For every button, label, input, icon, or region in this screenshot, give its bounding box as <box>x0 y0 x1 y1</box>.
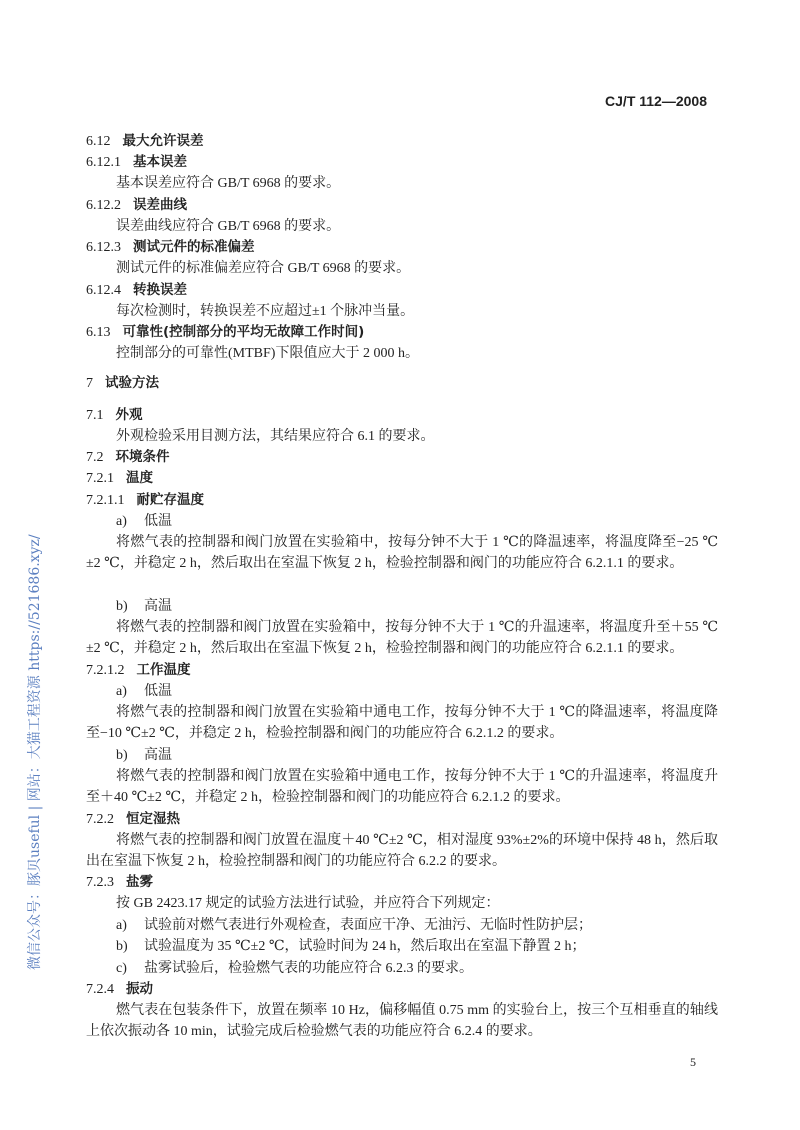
section-title: 试验方法 <box>105 375 159 391</box>
paragraph: 误差曲线应符合 GB/T 6968 的要求。 <box>116 219 341 234</box>
list-item <box>116 681 172 702</box>
paragraph: 将燃气表的控制器和阀门放置在实验箱中，按每分钟不大于 1 ℃的升温速率，将温度升至＋55 ℃±2 ℃，并稳定 2 h，然后取出在室温下恢复 2 h，检验控制器和阀门的功能应符合 6.2.1.1 的要求。 <box>86 620 718 657</box>
section-number: 7.2.3 <box>86 875 114 890</box>
section-number: 7.2.4 <box>86 982 114 997</box>
heading-6-12 <box>86 131 718 152</box>
section-title: 误差曲线 <box>133 197 187 213</box>
list-title: 低温 <box>144 514 172 529</box>
section-number: 7.1 <box>86 408 104 423</box>
heading-6-12-2 <box>86 195 718 216</box>
heading-6-12-3 <box>86 237 718 258</box>
paragraph: 外观检验采用目测方法，其结果应符合 6.1 的要求。 <box>116 429 435 444</box>
section-number: 6.13 <box>86 325 111 340</box>
section-title: 工作温度 <box>136 662 191 678</box>
list-item <box>116 511 172 532</box>
list-text: 盐雾试验后，检验燃气表的功能应符合 6.2.3 的要求。 <box>144 961 473 976</box>
list-title: 低温 <box>144 684 172 699</box>
list-marker: b) <box>116 599 128 614</box>
paragraph: 控制部分的可靠性(MTBF)下限值应大于 2 000 h。 <box>116 346 419 361</box>
watermark: 微信公众号：豚贝useful | 网站：大猫工程资源 https://521686.xyz/ <box>27 534 43 970</box>
list-marker: a) <box>116 918 127 933</box>
list-text: 试验前对燃气表进行外观检查，表面应干净、无油污、无临时性防护层； <box>144 918 592 933</box>
heading-7-2 <box>86 447 718 468</box>
heading-7-2-1-2 <box>86 660 718 681</box>
section-number: 6.12.2 <box>86 198 121 213</box>
section-number: 7.2.1.1 <box>86 493 125 508</box>
list-item <box>116 745 172 766</box>
section-title: 振动 <box>126 981 153 997</box>
paragraph: 将燃气表的控制器和阀门放置在实验箱中通电工作，按每分钟不大于 1 ℃的升温速率，将温度升至＋40 ℃±2 ℃，并稳定 2 h，检验控制器和阀门的功能应符合 6.2.1.2 的要求。 <box>86 769 718 806</box>
list-item <box>116 915 592 936</box>
paragraph: 每次检测时，转换误差不应超过±1 个脉冲当量。 <box>116 304 415 319</box>
section-title: 可靠性(控制部分的平均无故障工作时间) <box>122 324 365 340</box>
list-marker: b) <box>116 939 128 954</box>
heading-7-2-1 <box>86 468 718 489</box>
heading-7-2-4 <box>86 979 718 1000</box>
section-number: 7.2.1 <box>86 471 114 486</box>
section-number: 7.2.2 <box>86 812 114 827</box>
list-marker: b) <box>116 748 128 763</box>
section-number: 7.2.1.2 <box>86 663 125 678</box>
standard-number: CJ/T 112—2008 <box>605 93 707 109</box>
section-title: 转换误差 <box>133 282 187 298</box>
section-title: 测试元件的标准偏差 <box>133 239 255 255</box>
heading-6-13 <box>86 322 718 343</box>
list-item <box>116 936 586 957</box>
section-title: 温度 <box>126 470 153 486</box>
section-number: 6.12.1 <box>86 155 121 170</box>
heading-6-12-1 <box>86 152 718 173</box>
heading-7-2-1-1 <box>86 490 718 511</box>
section-title: 耐贮存温度 <box>136 492 204 508</box>
section-title: 恒定湿热 <box>126 811 180 827</box>
paragraph: 将燃气表的控制器和阀门放置在实验箱中，按每分钟不大于 1 ℃的降温速率，将温度降至−25 ℃±2 ℃，并稳定 2 h，然后取出在室温下恢复 2 h，检验控制器和阀门的功能应符合 6.2.1.1 的要求。 <box>86 535 718 572</box>
section-title: 基本误差 <box>133 154 187 170</box>
section-number: 6.12 <box>86 134 111 149</box>
list-marker: a) <box>116 514 127 529</box>
section-number: 6.12.4 <box>86 283 121 298</box>
heading-7-2-2 <box>86 809 718 830</box>
list-marker: c) <box>116 961 127 976</box>
paragraph: 燃气表在包装条件下，放置在频率 10 Hz，偏移幅值 0.75 mm 的实验台上，按三个互相垂直的轴线上依次振动各 10 min，试验完成后检验燃气表的功能应符合 6.2.4 的要求。 <box>86 1003 718 1040</box>
list-text: 试验温度为 35 ℃±2 ℃，试验时间为 24 h，然后取出在室温下静置 2 h； <box>144 939 586 954</box>
paragraph: 测试元件的标准偏差应符合 GB/T 6968 的要求。 <box>116 261 411 276</box>
paragraph: 基本误差应符合 GB/T 6968 的要求。 <box>116 176 341 191</box>
section-title: 外观 <box>115 407 143 423</box>
heading-7-1 <box>86 405 718 426</box>
list-item <box>116 596 172 617</box>
paragraph: 将燃气表的控制器和阀门放置在实验箱中通电工作，按每分钟不大于 1 ℃的降温速率，将温度降至−10 ℃±2 ℃，并稳定 2 h，检验控制器和阀门的功能应符合 6.2.1.2 的要求。 <box>86 705 718 742</box>
section-number: 7.2 <box>86 450 104 465</box>
section-number: 6.12.3 <box>86 240 121 255</box>
heading-7-2-3 <box>86 872 718 893</box>
section-title: 最大允许误差 <box>122 133 204 149</box>
paragraph: 将燃气表的控制器和阀门放置在温度＋40 ℃±2 ℃，相对湿度 93%±2%的环境中保持 48 h，然后取出在室温下恢复 2 h，检验控制器和阀门的功能应符合 6.2.2 的要求。 <box>86 833 718 870</box>
page-number: 5 <box>690 1055 696 1069</box>
paragraph: 按 GB 2423.17 规定的试验方法进行试验，并应符合下列规定： <box>116 896 500 911</box>
list-title: 高温 <box>144 748 172 763</box>
list-title: 高温 <box>144 599 172 614</box>
list-marker: a) <box>116 684 127 699</box>
section-title: 盐雾 <box>126 874 153 890</box>
list-item <box>116 958 473 979</box>
section-number: 7 <box>86 376 93 391</box>
heading-7 <box>86 373 718 394</box>
heading-6-12-4 <box>86 280 718 301</box>
section-title: 环境条件 <box>115 449 170 465</box>
